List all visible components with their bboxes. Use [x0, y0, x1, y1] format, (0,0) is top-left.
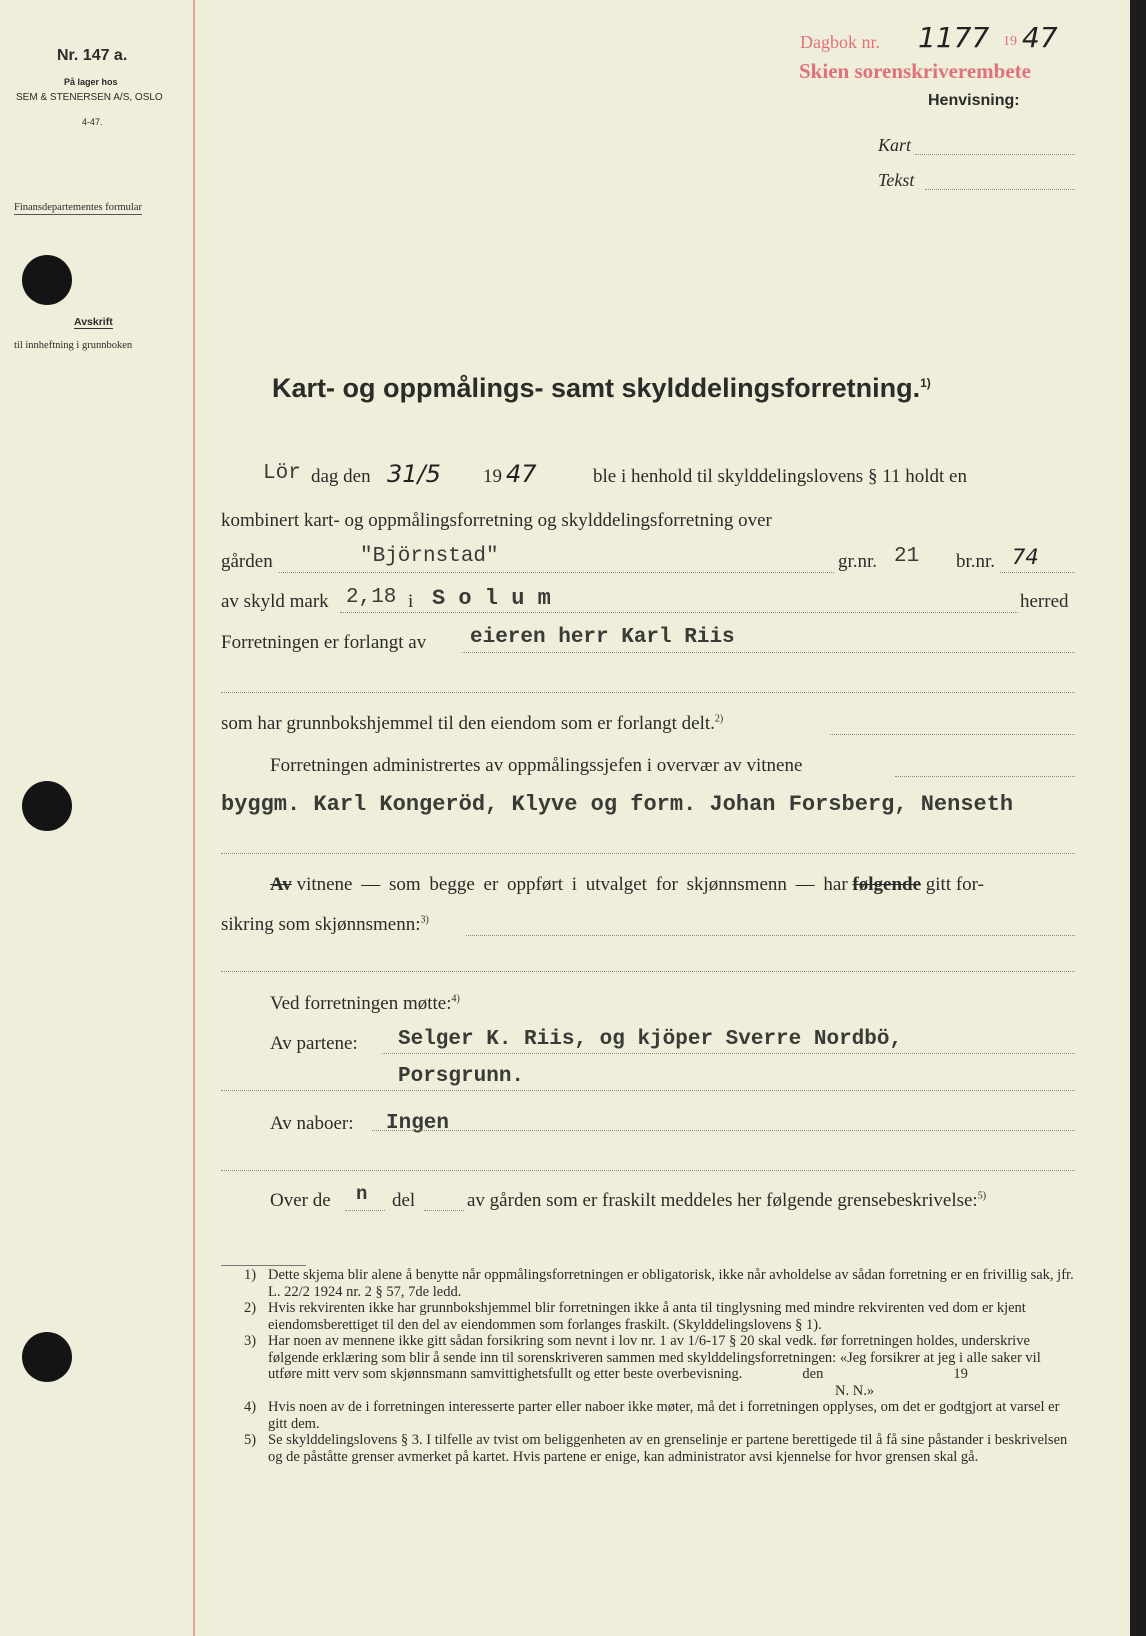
- body-line: kombinert kart- og oppmålingsforretning og skylddelingsforretning over: [221, 510, 772, 531]
- requested-by-field[interactable]: eieren herr Karl Riis: [470, 626, 735, 649]
- copy-note: til innheftning i grunnboken: [14, 340, 133, 351]
- dotted-rule: [221, 971, 1075, 972]
- dotted-rule: [279, 572, 834, 573]
- dagbok-year: 47: [1022, 21, 1058, 54]
- footnotes: [244, 1267, 1078, 1465]
- neighbours-field[interactable]: Ingen: [386, 1112, 450, 1135]
- copy-label: Avskrift: [74, 316, 113, 328]
- dagbok-number: 1177: [918, 21, 990, 54]
- publisher-line2: SEM & STENERSEN A/S, OSLO: [16, 92, 163, 103]
- publisher-line1: På lager hos: [64, 77, 118, 87]
- dotted-rule: [462, 652, 1075, 653]
- sikring-line: sikring som skjønnsmenn:$^{3)}$: [221, 914, 429, 935]
- dotted-rule: [382, 1053, 1075, 1054]
- footnote: 4) Hvis noen av de i forretningen interesserte parter eller naboer ikke møter, må det i forretningen opplyses, om det er godtgjort at varsel er gitt dem.: [244, 1399, 1060, 1432]
- skyld-field[interactable]: 2,18: [346, 586, 397, 609]
- brnr-field[interactable]: 74: [1012, 545, 1039, 569]
- dotted-rule: [345, 1210, 385, 1211]
- dotted-rule: [830, 734, 1075, 735]
- weekday-field[interactable]: Lör: [263, 462, 301, 485]
- form-number: Nr. 147 a.: [57, 47, 128, 64]
- page-title: Kart- og oppmålings- samt skylddelingsforretning.$^{1)}$: [272, 373, 931, 403]
- witnesses-field[interactable]: byggm. Karl Kongeröd, Klyve og form. Johan Forsberg, Nenseth: [221, 792, 1014, 817]
- reference-label: Henvisning:: [928, 92, 1020, 109]
- signature-placeholder: N. N.»: [835, 1382, 875, 1399]
- dagbok-label: Dagbok nr.: [800, 32, 880, 52]
- year-field[interactable]: 47: [506, 460, 537, 488]
- footnote: 3) Har noen av mennene ikke gitt sådan forsikring som nevnt i lov nr. 1 av 1/6-17 § 20 skal vedk. før forretningen holdes, underskrive følgende erklæring som blir å sende inn til sorenskriveren sammen med skylddelingsforretningen: «Jeg forsikrer at jeg i alle saker vil utføre mitt verv som skjønnsmann samvittighetsfullt og etter beste overbevisning. den 19 N. N.»: [268, 1333, 1078, 1399]
- punch-hole: [22, 781, 72, 831]
- dotted-rule: [340, 612, 1018, 613]
- form-source: Finansdepartementes formular: [14, 202, 142, 213]
- dotted-rule: [424, 1210, 464, 1211]
- hjemmel-line: som har grunnbokshjemmel til den eiendom som er forlangt delt.$^{2)}$: [221, 713, 724, 734]
- footnote: 5) Se skylddelingslovens § 3. I tilfelle av tvist om beliggenheten av en grenselinje er partene berettigede til å få sine påstander i beskrivelsen og de påståtte grenser avmerket på kartet. Hvis partene er enige, kan administrator avsi kjennelse for hvor grensen skal gå.: [244, 1432, 1068, 1465]
- dotted-rule: [221, 1170, 1075, 1171]
- punch-hole: [22, 1332, 72, 1382]
- footnote: 2) Hvis rekvirenten ikke har grunnbokshjemmel blir forretningen ikke å anta til tinglysning med mindre rekvirenten ved dom er kjent eiendomsberettiget til den del av eiendommen som forlanges fraskilt. (Skylddelingslovens § 1).: [244, 1300, 1026, 1333]
- date-field[interactable]: 31/5: [387, 460, 441, 488]
- year-prefix: 19: [1003, 34, 1017, 49]
- tekst-label: Tekst: [878, 170, 915, 190]
- part-field[interactable]: n: [356, 1183, 368, 1205]
- grnr-field[interactable]: 21: [894, 545, 920, 568]
- scan-edge: [1130, 0, 1146, 1636]
- dotted-rule: [372, 1130, 1075, 1131]
- dotted-rule: [895, 776, 1075, 777]
- dotted-rule: [466, 935, 1075, 936]
- vitnene-line: Av vitnene — som begge er oppført i utvalget for skjønnsmenn — har følgende gitt for-: [270, 874, 984, 895]
- dotted-rule: [221, 1090, 1075, 1091]
- footnote-rule: [221, 1265, 306, 1266]
- municipality-field[interactable]: S o l u m: [432, 586, 551, 611]
- tekst-field[interactable]: [925, 189, 1075, 190]
- farm-name-field[interactable]: "Björnstad": [360, 545, 499, 568]
- office-stamp: Skien sorenskriverembete: [799, 59, 1031, 83]
- dotted-rule: [221, 692, 1075, 693]
- parties-line2-field[interactable]: Porsgrunn.: [398, 1065, 525, 1088]
- punch-hole: [22, 255, 72, 305]
- kart-label: Kart: [878, 135, 912, 155]
- document-page: Nr. 147 a. På lager hos SEM & STENERSEN A/S, OSLO 4-47. Finansdepartementes formular Avskrift til innheftning i grunnboken Dagbok nr. 1177 19 47 Skien sorenskriverembete Henvisning: Kart Tekst Kart- og oppmålings- samt skylddelingsforretning.$^{1)}$ Lör dag den 31/5 19 47 ble i henhold til skylddelingslovens § 11 holdt en kombinert kart- og oppmålingsforretning og skylddelingsforretning over gården "Björnstad" gr.nr. 21 br.nr. 74 av skyld mark 2,18 i S o l u m herred Forretningen er forlangt av eieren herr Karl Riis som har grunnbokshjemmel til den eiendom som er forlangt delt.$^{2)}$ Forretningen administrertes av oppmålingssjefen i overvær av vitnene byggm. Karl Kongeröd, Klyve og form. Johan Forsberg, Nenseth Av vitnene — som begge er oppført i utvalget for skjønnsmenn — har følgende gitt for- sikring som skjønnsmenn:$^{3)}$ Ved forretningen møtte:$^{4)}$ Av partene: Selger K. Riis, og kjöper Sverre Nordbö, Porsgrunn. Av naboer: Ingen Over de n del av gården som er fraskilt meddeles her følgende grensebeskrivelse:$^{5)}$ 1) Dette skjema blir alene å benytte når oppmålingsforretningen er obligatorisk, ikke når avholdelse av sådan forretning er en frivillig sak, jfr. L. 22/2 1924 nr. 2 § 57, 7de ledd. 2) Hvis rekvirenten ikke har grunnbokshjemmel blir forretningen ikke å anta til tinglysning med mindre rekvirenten ved dom er kjent eiendomsberettiget til den del av eiendommen som forlanges fraskilt. (Skylddelingslovens § 1). 3) Har noen av mennene ikke gitt sådan forsikring som nevnt i lov nr. 1 av 1/6-17 § 20 skal vedk. før forretningen holdes, underskrive følgende erklæring som blir å sende inn til sorenskriveren sammen med skylddelingsforretningen: «Jeg forsikrer at jeg i alle saker vil utføre mitt verv som skjønnsmann samvittighetsfullt og etter beste overbevisning. den 19 N. N.» 4) Hvis noen av de i forretningen interesserte parter eller naboer ikke møter, må det i forretningen opplyses, om det er godtgjort at varsel er gitt dem. 5) Se skylddelingslovens § 3. I tilfelle av tvist om beliggenheten av en grenselinje er partene berettigede til å få sine påstander i beskrivelsen og de påståtte grenser avmerket på kartet. Hvis partene er enige, kan administrator avsi kjennelse for hvor grensen skal gå.: [0, 0, 1146, 1636]
- date-code: 4-47.: [82, 117, 103, 127]
- dotted-rule: [1000, 572, 1075, 573]
- footnote: 1) Dette skjema blir alene å benytte når oppmålingsforretningen er obligatorisk, ikke når avholdelse av sådan forretning er en frivillig sak, jfr. L. 22/2 1924 nr. 2 § 57, 7de ledd.: [244, 1267, 1074, 1300]
- parties-line1-field[interactable]: Selger K. Riis, og kjöper Sverre Nordbö,: [398, 1028, 903, 1051]
- kart-field[interactable]: [915, 154, 1075, 155]
- over-line: av gården som er fraskilt meddeles her følgende grensebeskrivelse:$^{5)}$: [467, 1190, 987, 1211]
- ved-line: Ved forretningen møtte:$^{4)}$: [270, 993, 460, 1014]
- dotted-rule: [221, 853, 1075, 854]
- margin-rule: [193, 0, 195, 1636]
